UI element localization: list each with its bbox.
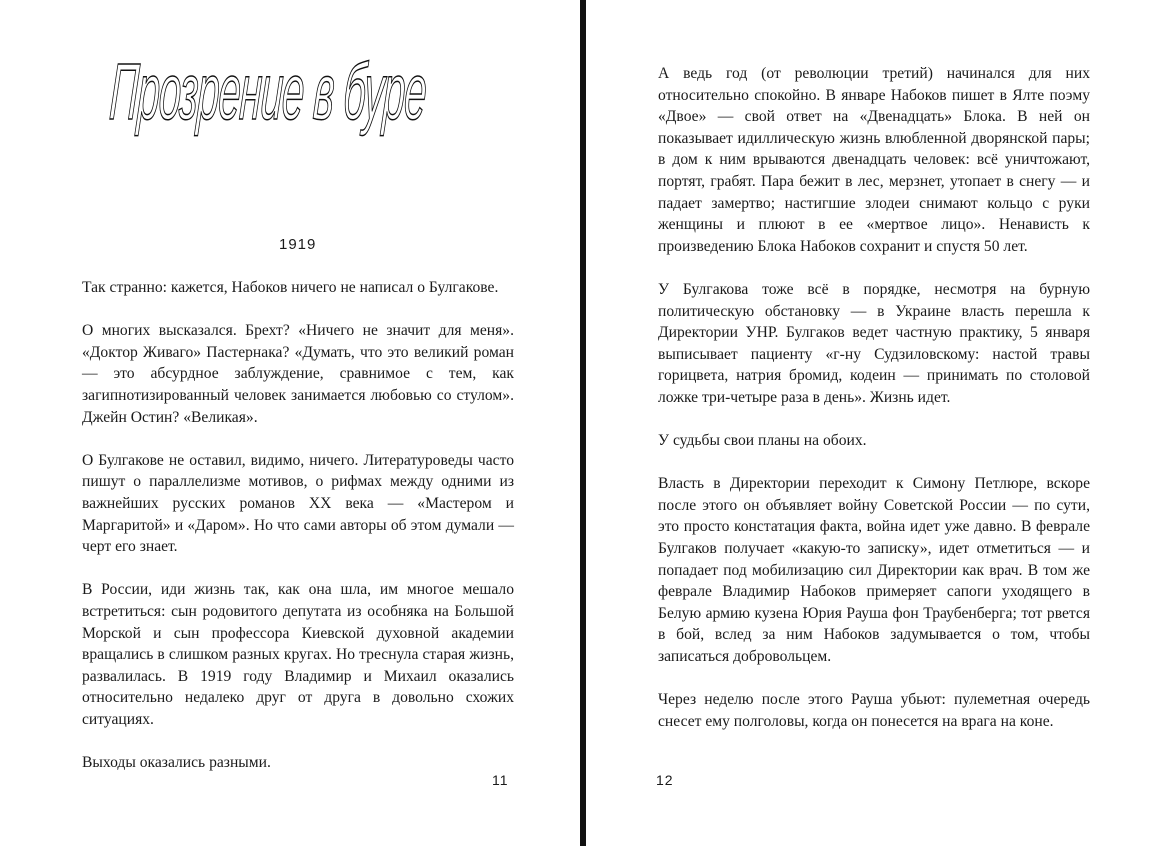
- right-page-text: [658, 63, 1090, 754]
- paragraph: Через неделю после этого Рауша убьют: пулеметная очередь снесет ему полголовы, когда он понесется на врага на коне.: [658, 691, 1090, 730]
- paragraph: А ведь год (от революции третий) начинался для них относительно спокойно. В январе Набоков пишет в Ялте поэму «Двое» — свой ответ на «Двенадцать» Блока. В ней он показывает идиллическую жизнь влюбленной дворянской пары; в дом к ним врываются двенадцать человек: всё уничтожают, портят, грабят. Пара бежит в лес, мерзнет, утопает в снегу — и падает замертво; настигшие злодеи снимают кольцо с руки женщины и плюют в ее «мертвое лицо». Ненависть к произведению Блока Набоков сохранит и спустя 50 лет.: [658, 65, 1090, 255]
- paragraph: У судьбы свои планы на обоих.: [658, 432, 867, 450]
- left-page: [0, 0, 580, 846]
- paragraph: Власть в Директории переходит к Симону Петлюре, вскоре после этого он объявляет войну Советской России — по сути, это просто констатация факта, война идет уже давно. В феврале Булгаков получает «какую-то записку», идет отметиться — и попадает под мобилизацию сил Директории как врач. В том же феврале Владимир Набоков примеряет сапоги уходящего в Белую армию кузена Юрия Рауша фон Траубенберга; тот рвется в бой, вслед за ним Набоков задумывается о том, чтобы записаться добровольцем.: [658, 475, 1090, 666]
- paragraph: О Булгакове не оставил, видимо, ничего. Литературоведы часто пишут о параллелизме мотивов, о рифмах между одними из важнейших русских романов XX века — «Мастером и Маргаритой» и «Даром». Но что сами авторы об этом думали — черт его знает.: [82, 451, 514, 556]
- page-number-right: 12: [656, 772, 674, 788]
- paragraph: У Булгакова тоже всё в порядке, несмотря на бурную политическую обстановку — в Украине власть перешла к Директории УНР. Булгаков ведет частную практику, 5 января выписывает пациенту «г-ну Судзиловскому: настой травы горицвета, натрия бромид, кодеин — принимать по столовой ложке три-четыре раза в день». Жизнь идет.: [658, 280, 1090, 406]
- paragraph: Выходы оказались разными.: [82, 754, 271, 772]
- chapter-year: 1919: [279, 236, 317, 253]
- paragraph: Так странно: кажется, Набоков ничего не написал о Булгакове.: [82, 279, 499, 296]
- chapter-title: Прозрение в буре: [107, 47, 429, 136]
- right-page: [586, 0, 1172, 846]
- left-page-text: [82, 277, 514, 795]
- paragraph: О многих высказался. Брехт? «Ничего не значит для меня». «Доктор Живаго» Пастернака? «Думать, что это великий роман — это абсурдное заблуждение, сравнимое с тем, как загипнотизированный человек занимается любовью со стулом». Джейн Остин? «Великая».: [82, 322, 514, 426]
- paragraph: В России, иди жизнь так, как она шла, им многое мешало встретиться: сын родовитого депутата из особняка на Большой Морской и сын профессора Киевской духовной академии вращались в слишком разных кругах. Но треснула старая жизнь, развалилась. В 1919 году Владимир и Михаил оказались относительно недалеко друг от друга в довольно схожих ситуациях.: [82, 581, 514, 728]
- page-number-left: 11: [492, 772, 509, 788]
